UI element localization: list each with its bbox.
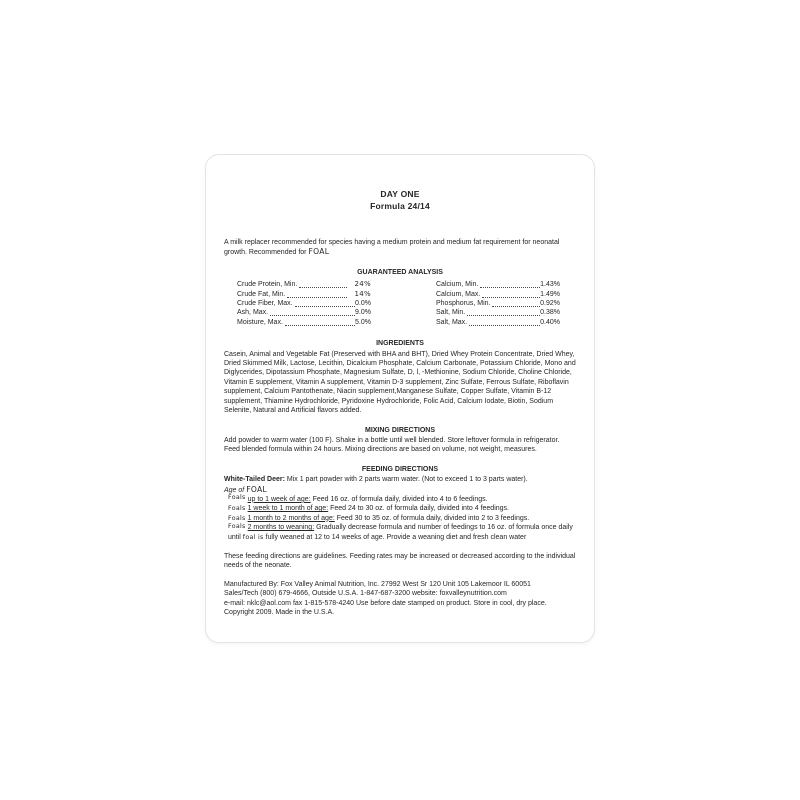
- ga-value: 5.0%: [355, 318, 371, 326]
- ga-label: Calcium, Min.: [436, 281, 479, 289]
- dotted-leader: [482, 297, 540, 298]
- intro-text: A milk replacer recommended for species having a medium protein and medium fat requirement for neonatal growth. Recommended for: [224, 239, 560, 257]
- ingredients-heading: INGREDIENTS: [376, 340, 424, 348]
- feeding-instruction: fully weaned at 12 to 14 weeks of age. Provide a weaning diet and fresh clean water: [265, 533, 527, 541]
- age-range: 1 month to 2 months of age:: [247, 514, 335, 522]
- dotted-leader: [270, 315, 355, 316]
- feeding-instruction: Gradually decrease formula and number of feedings to 16 oz. of formula once daily until: [228, 524, 573, 541]
- ga-label: Salt, Min.: [436, 309, 466, 317]
- product-label-card: [205, 154, 595, 643]
- ga-row: [436, 318, 560, 327]
- ga-value: 24%: [354, 280, 371, 289]
- feeding-directions-block: [224, 475, 576, 542]
- mixing-directions-heading: MIXING DIRECTIONS: [364, 426, 435, 434]
- intro-paragraph: [224, 238, 576, 258]
- feeding-row: [228, 495, 576, 504]
- ga-row: [237, 280, 371, 289]
- ga-right-column: [436, 280, 560, 327]
- ga-row: [436, 290, 560, 299]
- manufacturer-address-line: Manufactured By: Fox Valley Animal Nutrition, Inc. 27992 West Sr 120 Unit 105 Lakemoor IL 60051: [224, 580, 531, 588]
- dotted-leader: [299, 287, 346, 288]
- ga-row: [436, 280, 560, 289]
- copyright-line: Copyright 2009. Made in the U.S.A.: [224, 609, 335, 616]
- ga-label: Crude Fiber, Max.: [237, 300, 293, 308]
- feeding-rows: [224, 495, 576, 542]
- age-of-label: Age of: [224, 486, 245, 494]
- product-title-block: [224, 188, 576, 212]
- dotted-leader: [469, 325, 540, 326]
- species-fill-in: Foals: [228, 493, 246, 501]
- guaranteed-analysis-table: [224, 280, 576, 327]
- ga-row: [436, 308, 560, 317]
- ga-row: [237, 308, 371, 317]
- dotted-leader: [295, 306, 355, 307]
- dotted-leader: [480, 287, 540, 288]
- ga-value: 0.0%: [355, 300, 371, 308]
- feeding-instruction: Feed 24 to 30 oz. of formula daily, divided into 4 feedings.: [330, 505, 509, 513]
- species-fill-in: Foals: [228, 514, 246, 522]
- feeding-row: [228, 504, 576, 513]
- dotted-leader: [467, 315, 540, 316]
- species-fill-in: foal is: [242, 533, 264, 541]
- age-range: 1 week to 1 month of age:: [247, 505, 329, 513]
- dotted-leader: [287, 297, 346, 298]
- ingredients-text: Casein, Animal and Vegetable Fat (Preserved with BHA and BHT), Dried Whey Protein Concentrate, Dried Whey, Dried Skimmed Milk, Lactose, Lecithin, Dicalcium Phosphate, Calcium Carbonate, Potassium Chloride, Mono and Diglycerides, Dipotassium Phosphate, Magnesium Sulfate, D, l, -Methionine, Sodium Chloride, Choline Chloride, Vitamin E supplement, Vitamin A supplement, Vitamin D-3 supplement, Zinc Sulfate, Ferrous Sulfate, Riboflavin supplement, Calcium Pantothenate, Niacin supplement,Manganese Sulfate, Copper Sulfate, Vitamin B-12 supplement, Thiamine Hydrochloride, Pyridoxine Hydrochloride, Folic Acid, Calcium Iodate, Biotin, Sodium Selenite, Natural and Artificial flavors added.: [224, 350, 576, 415]
- manufacturer-email-line: e-mail: nklc@aol.com fax 1-815-578-4240 Use before date stamped on product. Store in cool, dry place.: [224, 599, 547, 607]
- ga-label: Ash, Max.: [237, 309, 269, 317]
- feeding-intro-line: [224, 475, 576, 484]
- ga-label: Calcium, Max.: [436, 290, 481, 298]
- feeding-instruction: Feed 30 to 35 oz. of formula daily, divided into 2 to 3 feedings.: [336, 514, 530, 522]
- species-fill-in: FOAL: [308, 247, 330, 257]
- feeding-instruction: Feed 16 oz. of formula daily, divided into 4 to 6 feedings.: [312, 495, 488, 503]
- species-fill-in: Foals: [228, 523, 246, 531]
- ga-value: 0.92%: [540, 300, 560, 308]
- ga-left-column: [237, 280, 371, 327]
- ga-value: 0.38%: [540, 309, 560, 317]
- ga-row: [436, 299, 560, 308]
- manufacturer-info: [224, 580, 576, 618]
- age-of-line: [224, 485, 576, 495]
- feeding-row: [228, 523, 576, 542]
- age-range: 2 months to weaning:: [247, 524, 315, 532]
- ga-label: Phosphorus, Min.: [436, 300, 491, 308]
- formula-subtitle: Formula 24/14: [370, 201, 430, 211]
- ga-label: Crude Protein, Min.: [237, 281, 298, 289]
- feeding-intro-text: Mix 1 part powder with 2 parts warm water. (Not to exceed 1 to 3 parts water).: [286, 476, 528, 484]
- feeding-row: [228, 514, 576, 523]
- feeding-directions-heading: FEEDING DIRECTIONS: [361, 465, 439, 473]
- ga-value: 9.0%: [355, 309, 371, 317]
- ga-value: 0.40%: [540, 318, 560, 326]
- age-of-species-fill-in: FOAL: [246, 484, 268, 494]
- dotted-leader: [285, 325, 355, 326]
- mixing-directions-text: Add powder to warm water (100 F). Shake in a bottle until well blended. Store leftover formula in refrigerator. Feed blended formula within 24 hours. Mixing directions are based on volume, not weight, measures.: [224, 436, 560, 454]
- ga-row: [237, 318, 371, 327]
- age-range: up to 1 week of age:: [247, 495, 311, 503]
- ga-value: 1.49%: [540, 290, 560, 298]
- ga-value: 1.43%: [540, 281, 560, 289]
- ga-label: Moisture, Max.: [237, 318, 283, 326]
- feeding-species-bold: White-Tailed Deer:: [224, 476, 285, 484]
- product-title: DAY ONE: [380, 189, 420, 199]
- guidelines-text: These feeding directions are guidelines. Feeding rates may be increased or decreased according to the individual needs of the neonate.: [224, 552, 576, 570]
- manufacturer-phone-line: Sales/Tech (800) 679-4666, Outside U.S.A. 1-847-687-3200 website: foxvalleynutrition.com: [224, 590, 507, 598]
- ga-row: [237, 299, 371, 308]
- ga-row: [237, 290, 371, 299]
- ga-value: 14%: [354, 289, 371, 298]
- ga-label: Salt, Max.: [436, 318, 468, 326]
- ga-label: Crude Fat, Min.: [237, 290, 286, 298]
- species-fill-in: Foals: [228, 505, 246, 513]
- guaranteed-analysis-heading: GUARANTEED ANALYSIS: [357, 268, 443, 276]
- dotted-leader: [492, 306, 540, 307]
